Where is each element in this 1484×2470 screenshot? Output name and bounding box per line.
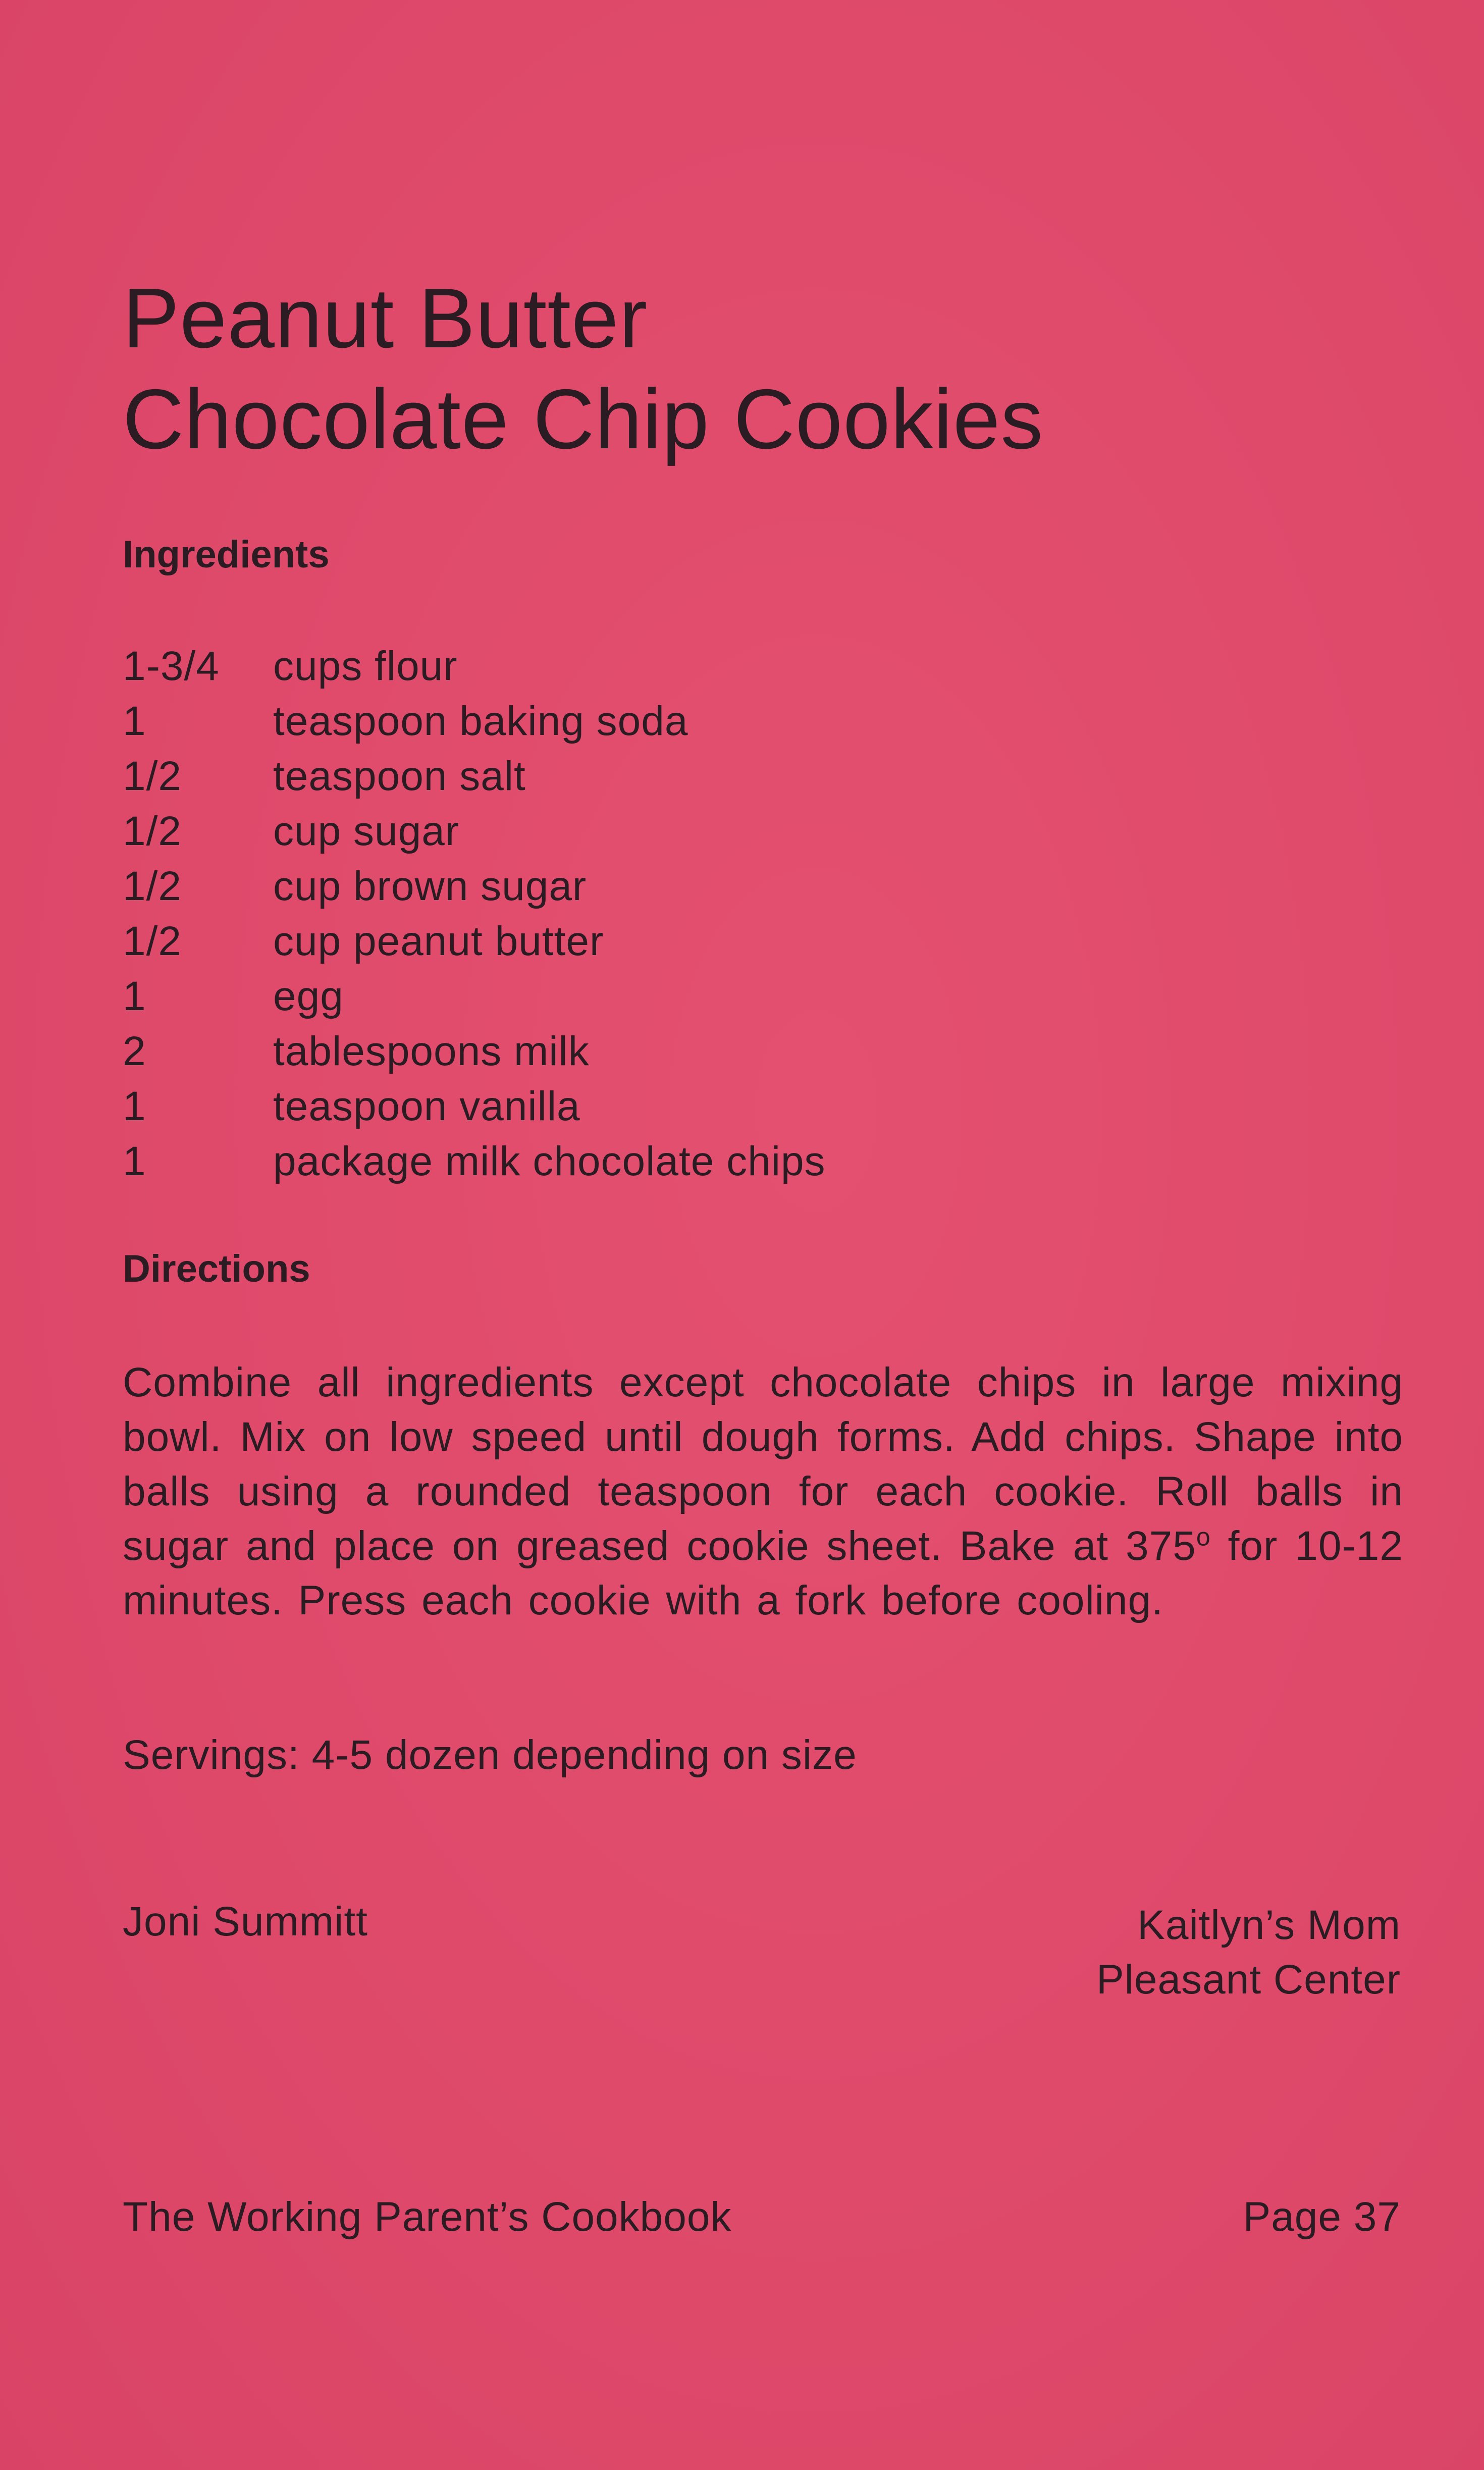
ingredient-row <box>123 1024 826 1079</box>
ingredient-quantity: 1/2 <box>123 918 182 964</box>
ingredient-name: cup sugar <box>273 808 460 854</box>
recipe-title <box>123 268 1043 469</box>
ingredient-row <box>123 804 826 859</box>
ingredients-heading: Ingredients <box>123 533 330 576</box>
ingredient-row <box>123 969 826 1024</box>
ingredient-row <box>123 1079 826 1134</box>
ingredient-row <box>123 859 826 914</box>
ingredient-quantity: 1 <box>123 1138 146 1184</box>
ingredient-quantity: 1 <box>123 1083 146 1129</box>
ingredient-quantity: 1 <box>123 973 146 1019</box>
ingredients-list <box>123 639 826 1189</box>
ingredient-row <box>123 694 826 749</box>
ingredient-quantity: 1 <box>123 698 146 744</box>
directions-heading: Directions <box>123 1247 310 1290</box>
ingredient-row <box>123 1134 826 1189</box>
degree-symbol: o <box>1196 1522 1211 1551</box>
page-number: Page 37 <box>1243 2194 1401 2240</box>
author-relation: Kaitlyn’s Mom <box>1137 1902 1401 1948</box>
servings-text: Servings: 4-5 dozen depending on size <box>123 1732 857 1778</box>
ingredient-quantity: 2 <box>123 1028 146 1074</box>
ingredient-quantity: 1/2 <box>123 863 182 909</box>
ingredient-name: cups flour <box>273 643 458 689</box>
ingredient-name: teaspoon baking soda <box>273 698 688 744</box>
author-affiliation <box>1096 1898 1401 2007</box>
ingredient-quantity: 1-3/4 <box>123 643 220 689</box>
ingredient-name: teaspoon vanilla <box>273 1083 580 1129</box>
author-location: Pleasant Center <box>1096 1957 1401 2003</box>
directions-text <box>123 1355 1403 1628</box>
ingredient-row <box>123 749 826 804</box>
recipe-author: Joni Summitt <box>123 1899 368 1945</box>
ingredient-quantity: 1/2 <box>123 753 182 799</box>
ingredient-name: cup peanut butter <box>273 918 604 964</box>
ingredient-name: egg <box>273 973 344 1019</box>
ingredient-name: package milk chocolate chips <box>273 1138 826 1184</box>
ingredient-row <box>123 914 826 969</box>
directions-text-part-1: Combine all ingredients except chocolate chips in large mixing bowl. Mix on low speed until dough forms. Add chips. Shape into balls using a rounded teaspoon for each cookie. Roll balls in sugar and place on greased cookie sheet. Bake at 375 <box>123 1359 1403 1569</box>
directions-text-part-2: for 10-12 minutes. Press each cookie with a fork before cooling. <box>123 1523 1403 1623</box>
ingredient-name: cup brown sugar <box>273 863 587 909</box>
ingredient-quantity: 1/2 <box>123 808 182 854</box>
ingredient-name: teaspoon salt <box>273 753 526 799</box>
ingredient-row <box>123 639 826 694</box>
recipe-title-line-1: Peanut Butter <box>123 271 648 365</box>
recipe-title-line-2: Chocolate Chip Cookies <box>123 372 1044 466</box>
ingredient-name: tablespoons milk <box>273 1028 590 1074</box>
book-title-footer: The Working Parent’s Cookbook <box>123 2194 732 2240</box>
